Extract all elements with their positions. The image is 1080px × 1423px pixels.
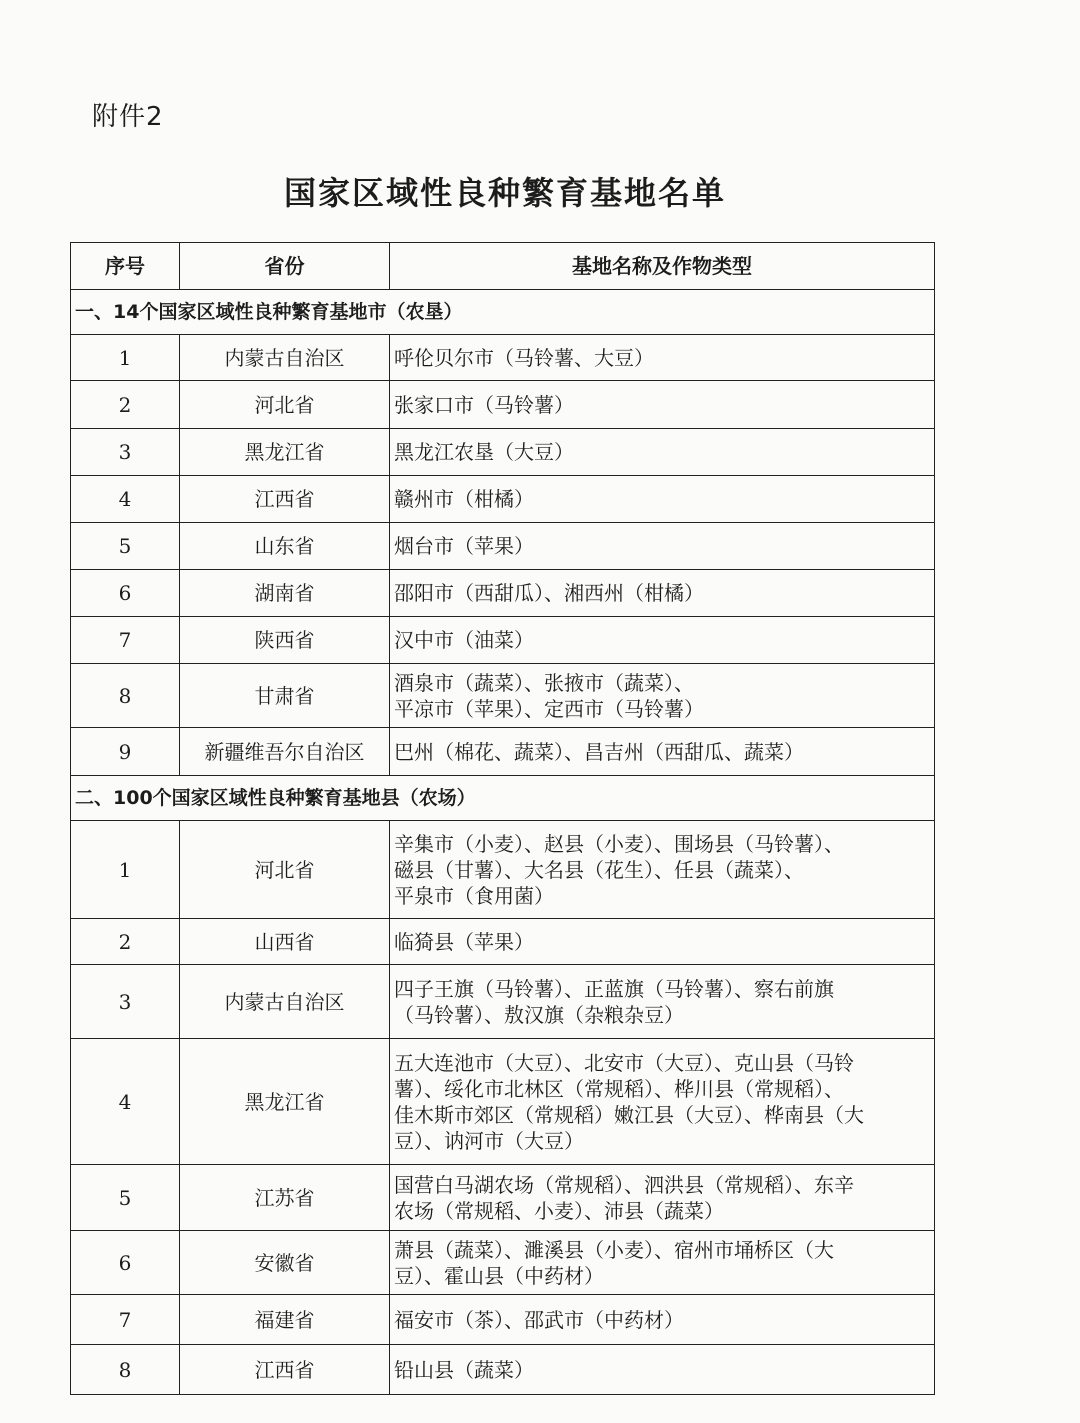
row-number: 6 — [71, 1231, 180, 1295]
row-province: 甘肃省 — [180, 664, 390, 728]
table-row — [71, 335, 935, 381]
table-body — [71, 290, 935, 1395]
table-row — [71, 965, 935, 1039]
row-province: 江西省 — [180, 1345, 390, 1395]
section-row — [71, 776, 935, 821]
row-bases: 国营白马湖农场（常规稻）、泗洪县（常规稻）、东辛 农场（常规稻、小麦）、沛县（蔬菜） — [390, 1165, 935, 1231]
table-header-row — [71, 243, 935, 290]
section-title: 二、100个国家区域性良种繁育基地县（农场） — [71, 776, 935, 821]
table-row — [71, 1039, 935, 1165]
row-number: 4 — [71, 476, 180, 523]
row-number: 2 — [71, 919, 180, 965]
table-row — [71, 429, 935, 476]
row-province: 内蒙古自治区 — [180, 335, 390, 381]
row-number: 7 — [71, 1295, 180, 1345]
table-row — [71, 1345, 935, 1395]
row-number: 6 — [71, 570, 180, 617]
row-number: 1 — [71, 821, 180, 919]
row-province: 内蒙古自治区 — [180, 965, 390, 1039]
row-bases: 铅山县（蔬菜） — [390, 1345, 935, 1395]
row-number: 5 — [71, 523, 180, 570]
table-row — [71, 523, 935, 570]
row-number: 3 — [71, 429, 180, 476]
table-row — [71, 476, 935, 523]
table-row — [71, 617, 935, 664]
row-bases: 酒泉市（蔬菜）、张掖市（蔬菜）、 平凉市（苹果）、定西市（马铃薯） — [390, 664, 935, 728]
row-bases: 巴州（棉花、蔬菜）、昌吉州（西甜瓜、蔬菜） — [390, 728, 935, 776]
row-number: 5 — [71, 1165, 180, 1231]
row-number: 3 — [71, 965, 180, 1039]
row-province: 新疆维吾尔自治区 — [180, 728, 390, 776]
column-header-number: 序号 — [71, 243, 180, 290]
row-province: 山东省 — [180, 523, 390, 570]
table-row — [71, 664, 935, 728]
row-province: 黑龙江省 — [180, 1039, 390, 1165]
row-bases: 黑龙江农垦（大豆） — [390, 429, 935, 476]
row-province: 河北省 — [180, 821, 390, 919]
table-row — [71, 570, 935, 617]
base-list-table — [70, 242, 935, 1395]
document-title: 国家区域性良种繁育基地名单 — [283, 174, 726, 212]
row-number: 7 — [71, 617, 180, 664]
row-province: 江苏省 — [180, 1165, 390, 1231]
row-province: 山西省 — [180, 919, 390, 965]
row-number: 2 — [71, 381, 180, 429]
table-row — [71, 728, 935, 776]
table-row — [71, 1165, 935, 1231]
row-bases: 烟台市（苹果） — [390, 523, 935, 570]
row-province: 江西省 — [180, 476, 390, 523]
section-title: 一、14个国家区域性良种繁育基地市（农垦） — [71, 290, 935, 335]
row-bases: 辛集市（小麦）、赵县（小麦）、围场县（马铃薯）、 磁县（甘薯）、大名县（花生）、任县（蔬菜）、 平泉市（食用菌） — [390, 821, 935, 919]
row-bases: 呼伦贝尔市（马铃薯、大豆） — [390, 335, 935, 381]
row-number: 1 — [71, 335, 180, 381]
row-number: 8 — [71, 664, 180, 728]
row-bases: 汉中市（油菜） — [390, 617, 935, 664]
row-bases: 张家口市（马铃薯） — [390, 381, 935, 429]
row-number: 9 — [71, 728, 180, 776]
row-bases: 赣州市（柑橘） — [390, 476, 935, 523]
row-province: 福建省 — [180, 1295, 390, 1345]
row-number: 4 — [71, 1039, 180, 1165]
row-province: 黑龙江省 — [180, 429, 390, 476]
row-bases: 萧县（蔬菜）、濉溪县（小麦）、宿州市埇桥区（大 豆）、霍山县（中药材） — [390, 1231, 935, 1295]
row-bases: 五大连池市（大豆）、北安市（大豆）、克山县（马铃 薯）、绥化市北林区（常规稻）、桦川县（常规稻）、 佳木斯市郊区（常规稻）嫩江县（大豆）、桦南县（大 豆）、讷河市（大豆） — [390, 1039, 935, 1165]
row-number: 8 — [71, 1345, 180, 1395]
attachment-label: 附件2 — [92, 102, 164, 132]
row-province: 河北省 — [180, 381, 390, 429]
row-province: 湖南省 — [180, 570, 390, 617]
row-bases: 邵阳市（西甜瓜）、湘西州（柑橘） — [390, 570, 935, 617]
row-bases: 福安市（茶）、邵武市（中药材） — [390, 1295, 935, 1345]
column-header-province: 省份 — [180, 243, 390, 290]
row-bases: 四子王旗（马铃薯）、正蓝旗（马铃薯）、察右前旗 （马铃薯）、敖汉旗（杂粮杂豆） — [390, 965, 935, 1039]
section-row — [71, 290, 935, 335]
table-row — [71, 1231, 935, 1295]
row-bases: 临猗县（苹果） — [390, 919, 935, 965]
table-row — [71, 821, 935, 919]
table-row — [71, 919, 935, 965]
table-row — [71, 381, 935, 429]
column-header-bases: 基地名称及作物类型 — [390, 243, 935, 290]
row-province: 陕西省 — [180, 617, 390, 664]
table-row — [71, 1295, 935, 1345]
row-province: 安徽省 — [180, 1231, 390, 1295]
